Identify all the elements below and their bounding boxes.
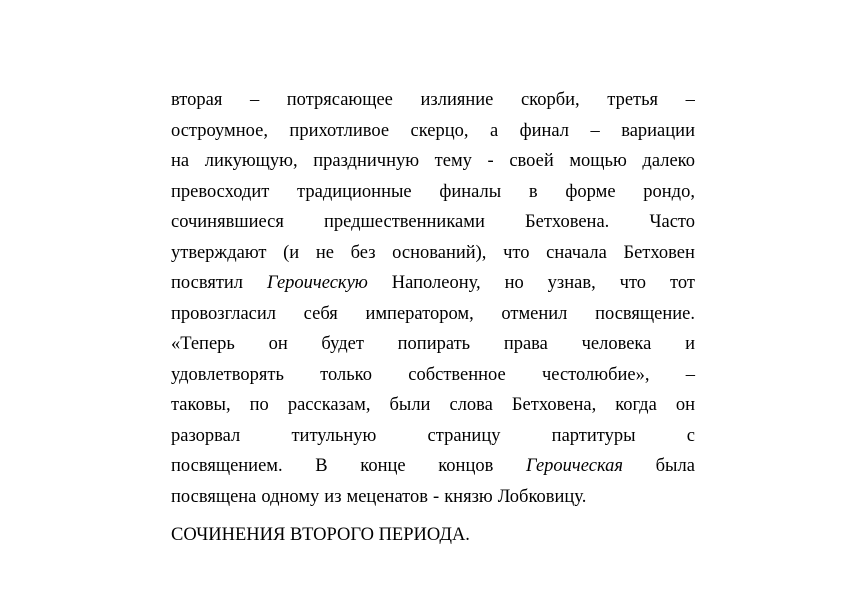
- word: на: [171, 151, 190, 171]
- word: Бетховена,: [511, 395, 597, 415]
- word: князю: [444, 486, 493, 507]
- text-line: [171, 360, 695, 391]
- word: Лобковицу.: [497, 486, 587, 507]
- word: потрясающее: [286, 90, 393, 110]
- word: «Теперь: [171, 334, 235, 354]
- body-paragraph: [171, 85, 695, 512]
- word: прихотливое: [289, 120, 390, 141]
- word: Наполеону,: [391, 273, 481, 293]
- word: традиционные: [297, 181, 412, 202]
- word: мощью: [569, 151, 627, 171]
- word: сначала: [546, 242, 607, 263]
- word: одному: [261, 486, 320, 507]
- word: превосходит: [171, 181, 270, 202]
- word: из: [324, 486, 342, 507]
- word: что: [503, 242, 530, 263]
- word: рондо,: [643, 181, 695, 202]
- word: не: [315, 242, 334, 263]
- word: своей: [509, 151, 554, 171]
- text-line: [171, 238, 695, 269]
- word: форме: [565, 181, 616, 202]
- text-line: [171, 451, 695, 482]
- italic-word: Героическую: [266, 273, 368, 293]
- word: –: [249, 90, 260, 110]
- word: ликующую,: [204, 151, 298, 171]
- word: тот: [669, 273, 695, 293]
- word: титульную: [291, 425, 377, 446]
- word: что: [619, 273, 647, 293]
- text-line: [171, 268, 695, 299]
- word: (и: [283, 242, 300, 263]
- word: В: [315, 456, 328, 476]
- word: -: [487, 151, 494, 171]
- word: вариации: [621, 120, 695, 141]
- word: а: [489, 120, 499, 141]
- word: отменил: [501, 303, 568, 324]
- word: третья: [607, 90, 659, 110]
- word: была: [655, 456, 695, 476]
- text-line: [171, 177, 695, 208]
- word: попирать: [397, 334, 471, 354]
- word: узнав,: [547, 273, 596, 293]
- text-line: [171, 146, 695, 177]
- text-line: [171, 299, 695, 330]
- word: когда: [615, 395, 657, 415]
- word: посвящением.: [171, 456, 283, 476]
- word: сочинявшиеся: [171, 212, 284, 232]
- section-heading: СОЧИНЕНИЯ ВТОРОГО ПЕРИОДА.: [171, 525, 470, 545]
- word: далеко: [642, 151, 695, 171]
- text-line: [171, 421, 695, 452]
- word: предшественниками: [324, 212, 485, 232]
- word: Часто: [649, 212, 695, 232]
- word: будет: [321, 334, 364, 354]
- word: меценатов: [346, 486, 429, 507]
- text-line: [171, 207, 695, 238]
- word: по: [249, 395, 269, 415]
- word: в: [528, 181, 538, 202]
- word: –: [685, 364, 695, 385]
- text-line: [171, 390, 695, 421]
- word: скерцо,: [410, 120, 469, 141]
- word: императором,: [365, 303, 474, 324]
- word: удовлетворять: [171, 364, 284, 385]
- text-line: [171, 116, 695, 147]
- word: себя: [303, 303, 338, 324]
- word: таковы,: [171, 395, 231, 415]
- word: слова: [449, 395, 493, 415]
- text-line: [171, 85, 695, 116]
- word: тему: [434, 151, 472, 171]
- word: только: [320, 364, 372, 385]
- word: посвящение.: [595, 303, 695, 324]
- word: права: [503, 334, 548, 354]
- word: с: [686, 425, 695, 446]
- word: праздничную: [313, 151, 420, 171]
- word: рассказам,: [287, 395, 371, 415]
- word: провозгласил: [171, 303, 277, 324]
- word: он: [675, 395, 695, 415]
- text-line: [171, 482, 695, 513]
- word: вторая: [171, 90, 223, 110]
- word: были: [389, 395, 431, 415]
- word: страницу: [427, 425, 501, 446]
- word: посвятил: [171, 273, 244, 293]
- word: Бетховена.: [525, 212, 610, 232]
- word: но: [504, 273, 524, 293]
- word: скорби,: [520, 90, 580, 110]
- word: честолюбие»,: [541, 364, 650, 385]
- word: и: [685, 334, 695, 354]
- italic-word: Героическая: [526, 456, 623, 476]
- word: без: [350, 242, 376, 263]
- word: он: [268, 334, 288, 354]
- word: -: [433, 486, 440, 507]
- word: –: [590, 120, 600, 141]
- word: оснований),: [392, 242, 487, 263]
- word: разорвал: [171, 425, 241, 446]
- word: –: [685, 90, 695, 110]
- word: излияние: [420, 90, 494, 110]
- word: финал: [519, 120, 570, 141]
- word: человека: [581, 334, 652, 354]
- word: концов: [438, 456, 494, 476]
- word: партитуры: [551, 425, 636, 446]
- word: остроумное,: [171, 120, 268, 141]
- word: собственное: [408, 364, 506, 385]
- text-line: [171, 329, 695, 360]
- word: утверждают: [171, 242, 267, 263]
- word: конце: [360, 456, 406, 476]
- word: посвящена: [171, 486, 257, 507]
- word: Бетховен: [623, 242, 695, 263]
- word: финалы: [439, 181, 502, 202]
